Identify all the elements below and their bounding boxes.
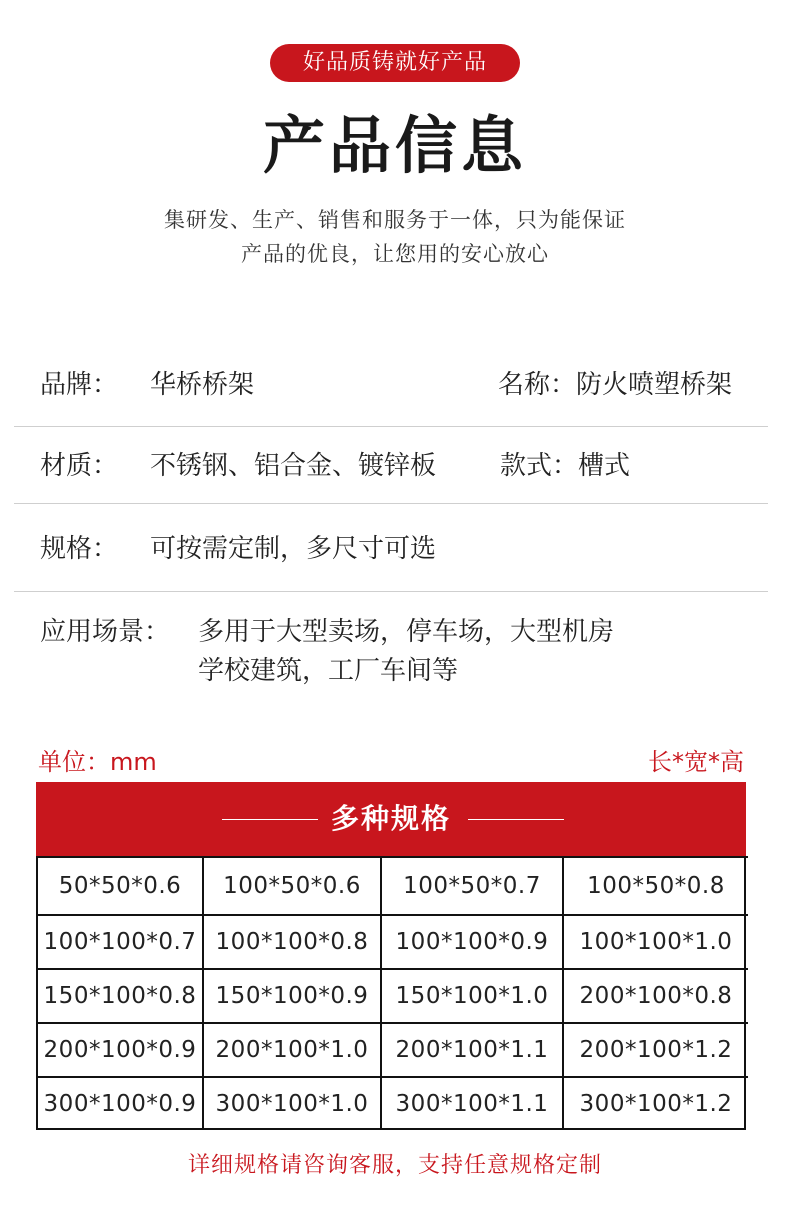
spec-label: 规格： bbox=[40, 534, 119, 564]
application-line-2: 学校建筑，工厂车间等 bbox=[198, 656, 459, 686]
spec-cell: 50*50*0.6 bbox=[38, 856, 204, 914]
material-label: 材质： bbox=[40, 451, 119, 481]
spec-cell: 300*100*0.9 bbox=[38, 1076, 204, 1130]
spec-value: 可按需定制，多尺寸可选 bbox=[150, 534, 437, 564]
header-line-right bbox=[468, 819, 564, 820]
spec-cell: 150*100*0.9 bbox=[204, 968, 382, 1022]
spec-cell: 300*100*1.1 bbox=[382, 1076, 564, 1130]
spec-cell: 300*100*1.0 bbox=[204, 1076, 382, 1130]
divider bbox=[14, 503, 768, 504]
spec-table bbox=[36, 856, 746, 1130]
spec-cell: 100*50*0.6 bbox=[204, 856, 382, 914]
unit-label: 单位：mm bbox=[38, 748, 157, 776]
spec-cell: 100*100*0.9 bbox=[382, 914, 564, 968]
spec-cell: 100*100*0.8 bbox=[204, 914, 382, 968]
intro-line-1: 集研发、生产、销售和服务于一体，只为能保证 bbox=[164, 208, 626, 232]
spec-cell: 200*100*1.2 bbox=[564, 1022, 748, 1076]
spec-cell: 200*100*0.9 bbox=[38, 1022, 204, 1076]
spec-cell: 200*100*0.8 bbox=[564, 968, 748, 1022]
spec-cell: 200*100*1.1 bbox=[382, 1022, 564, 1076]
slogan-badge: 好品质铸就好产品 bbox=[270, 44, 520, 82]
dimension-format-label: 长*宽*高 bbox=[648, 748, 744, 776]
page-title: 产品信息 bbox=[262, 109, 527, 182]
product-name: 名称：防火喷塑桥架 bbox=[498, 370, 733, 400]
spec-cell: 150*100*0.8 bbox=[38, 968, 204, 1022]
spec-cell: 150*100*1.0 bbox=[382, 968, 564, 1022]
spec-cell: 100*100*1.0 bbox=[564, 914, 748, 968]
spec-cell: 100*100*0.7 bbox=[38, 914, 204, 968]
spec-cell: 300*100*1.2 bbox=[564, 1076, 748, 1130]
material-value: 不锈钢、铝合金、镀锌板 bbox=[150, 451, 437, 481]
footer-note: 详细规格请咨询客服，支持任意规格定制 bbox=[187, 1153, 602, 1178]
application-label: 应用场景： bbox=[40, 617, 171, 647]
spec-cell: 200*100*1.0 bbox=[204, 1022, 382, 1076]
brand-value: 华桥桥架 bbox=[150, 370, 255, 400]
spec-table-title: 多种规格 bbox=[330, 802, 451, 835]
divider bbox=[14, 426, 768, 427]
brand-label: 品牌： bbox=[40, 370, 119, 400]
spec-cell: 100*50*0.8 bbox=[564, 856, 748, 914]
spec-cell: 100*50*0.7 bbox=[382, 856, 564, 914]
intro-line-2: 产品的优良，让您用的安心放心 bbox=[241, 242, 549, 266]
application-line-1: 多用于大型卖场，停车场，大型机房 bbox=[198, 617, 615, 647]
divider bbox=[14, 591, 768, 592]
spec-table-header bbox=[36, 782, 746, 856]
style-info: 款式：槽式 bbox=[500, 451, 631, 481]
